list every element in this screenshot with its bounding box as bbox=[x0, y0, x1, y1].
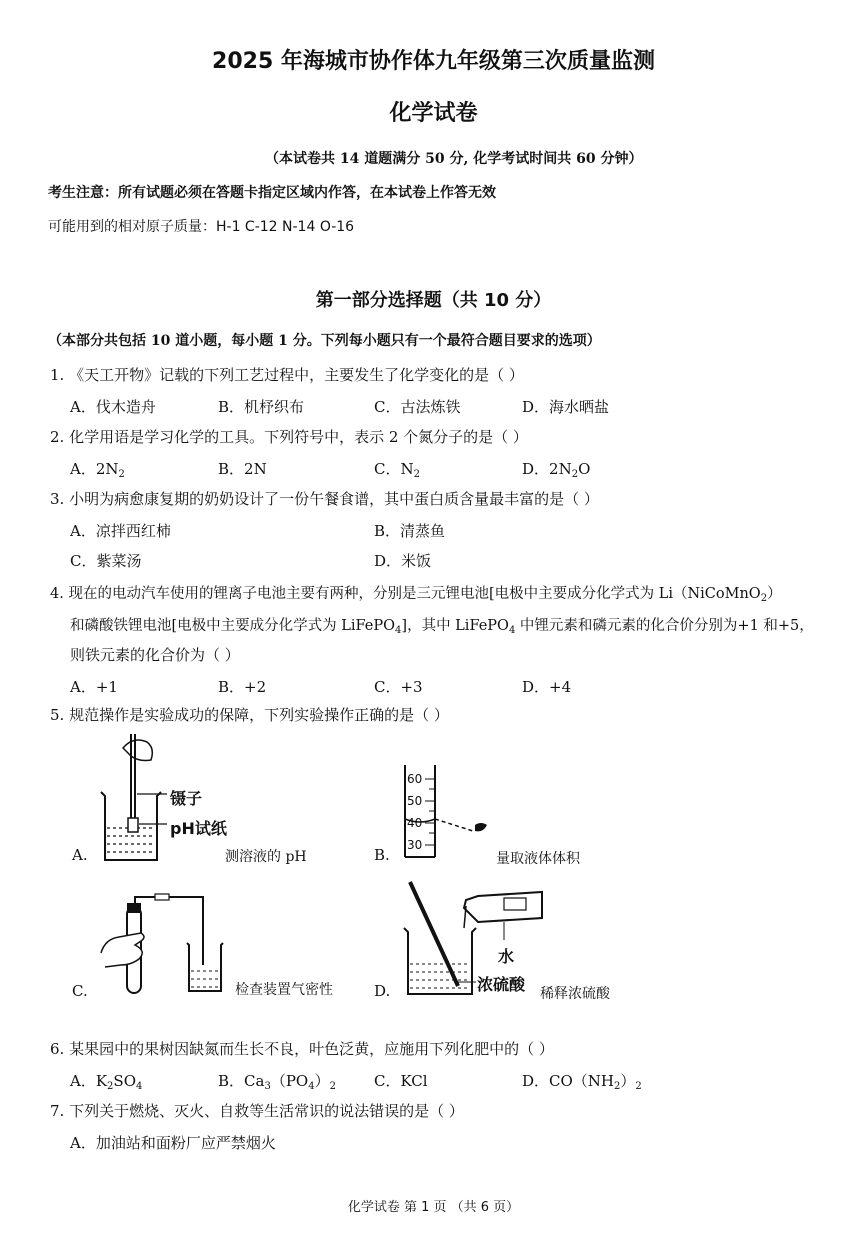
question-3-stem: 3. 小明为病愈康复期的奶奶设计了一份午餐食谱，其中蛋白质含量最丰富的是（ ） bbox=[50, 490, 599, 508]
question-4-stem-line2: 和磷酸铁锂电池[电极中主要成分化学式为 LiFePO$_4$]，其中 LiFePO$_4$ 中锂元素和磷元素的化合价分别为+1 和+5， bbox=[70, 618, 814, 636]
question-7-stem: 7. 下列关于燃烧、灭火、自救等生活常识的说法错误的是（ ） bbox=[50, 1102, 464, 1120]
section-instruction: （本部分共包括 10 道小题，每小题 1 分。下列每小题只有一个最符合题目要求的选项） bbox=[48, 333, 601, 349]
subscript: 2 bbox=[614, 1081, 621, 1092]
q6-option-b: B．$Ca_3(PO_4)_2$ bbox=[218, 1072, 336, 1092]
question-4-stem-line3: 则铁元素的化合价为（ ） bbox=[70, 646, 240, 664]
q1-option-c: C．古法炼铁 bbox=[374, 398, 461, 416]
q2-option-a: A．$2N_2$ bbox=[70, 460, 125, 480]
q4-option-a: A．+1 bbox=[70, 678, 118, 696]
figure-a-letter: A. bbox=[72, 846, 88, 864]
figure-b-tick-60: 60 bbox=[407, 772, 423, 786]
q6-option-a: A．$K_2SO_4$ bbox=[70, 1072, 143, 1092]
q2-option-c: C．$N_2$ bbox=[374, 460, 420, 480]
figure-b-caption: 量取液体体积 bbox=[496, 851, 580, 867]
subscript: 4 bbox=[395, 625, 402, 636]
figure-d-water-label: 水 bbox=[498, 947, 515, 966]
atomic-masses: 可能用到的相对原子质量：H-1 C-12 N-14 O-16 bbox=[48, 219, 355, 235]
figure-a-caption: 测溶液的 pH bbox=[225, 849, 307, 865]
q2-option-d: D．$2N_2O$ bbox=[522, 460, 591, 480]
exam-notice: 考生注意：所有试题必须在答题卡指定区域内作答，在本试卷上作答无效 bbox=[48, 185, 496, 201]
q1-option-b: B．机杼织布 bbox=[218, 398, 305, 416]
figure-b-tick-30: 30 bbox=[407, 838, 423, 852]
figure-d-acid-label: 浓硫酸 bbox=[477, 975, 526, 994]
q6-option-c: C．KCl bbox=[374, 1072, 428, 1090]
q7-option-a: A．加油站和面粉厂应严禁烟火 bbox=[70, 1134, 276, 1152]
q1-option-a: A．伐木造舟 bbox=[70, 398, 156, 416]
q3-option-a: A．凉拌西红柿 bbox=[70, 522, 171, 540]
figure-b-tick-50: 50 bbox=[407, 794, 423, 808]
figure-b-letter: B. bbox=[374, 846, 390, 864]
question-5-stem: 5. 规范操作是实验成功的保障，下列实验操作正确的是（ ） bbox=[50, 706, 449, 724]
subscript: 2 bbox=[571, 469, 579, 480]
subscript: 2 bbox=[413, 469, 420, 480]
figure-d-letter: D. bbox=[374, 982, 391, 1000]
subscript: 4 bbox=[508, 625, 516, 636]
q3-option-c: C．紫菜汤 bbox=[70, 552, 142, 570]
subscript: 2 bbox=[329, 1081, 336, 1092]
q4-option-c: C．+3 bbox=[374, 678, 423, 696]
subscript: 2 bbox=[635, 1081, 642, 1092]
question-1-stem: 1. 《天工开物》记载的下列工艺过程中，主要发生了化学变化的是（ ） bbox=[50, 366, 524, 384]
subscript: 4 bbox=[308, 1081, 315, 1092]
page-footer: 化学试卷 第 1 页 （共 6 页） bbox=[347, 1200, 520, 1215]
subscript: 2 bbox=[118, 469, 125, 480]
question-6-stem: 6. 某果园中的果树因缺氮而生长不良，叶色泛黄，应施用下列化肥中的（ ） bbox=[50, 1040, 554, 1058]
figure-c-airtightness bbox=[95, 893, 245, 998]
figure-c-letter: C. bbox=[72, 982, 88, 1000]
q1-option-d: D．海水晒盐 bbox=[522, 398, 610, 416]
exam-subtitle: 化学试卷 bbox=[389, 101, 478, 126]
section-title: 第一部分选择题（共 10 分） bbox=[315, 290, 552, 311]
question-2-stem: 2. 化学用语是学习化学的工具。下列符号中，表示 2 个氮分子的是（ ） bbox=[50, 428, 528, 446]
q4-option-b: B．+2 bbox=[218, 678, 267, 696]
subscript: 2 bbox=[107, 1081, 114, 1092]
figure-c-caption: 检查装置气密性 bbox=[235, 982, 333, 998]
q4-option-d: D．+4 bbox=[522, 678, 572, 696]
figure-a-tweezers-label: 镊子 bbox=[170, 789, 203, 808]
subscript: 3 bbox=[264, 1081, 271, 1092]
exam-title: 2025 年海城市协作体九年级第三次质量监测 bbox=[212, 49, 655, 74]
question-4-stem-line1: 4. 现在的电动汽车使用的锂离子电池主要有两种，分别是三元锂电池[电极中主要成分化学式为 Li（NiCoMnO$_2$） bbox=[50, 586, 782, 604]
q2-option-b: B．2N bbox=[218, 460, 267, 478]
q6-option-d: D．$CO(NH_2)_2$ bbox=[522, 1072, 642, 1092]
q3-option-d: D．米饭 bbox=[374, 552, 432, 570]
subscript: 4 bbox=[136, 1081, 143, 1092]
q3-option-b: B．清蒸鱼 bbox=[374, 522, 446, 540]
subscript: 2 bbox=[760, 593, 768, 604]
figure-d-caption: 稀释浓硫酸 bbox=[540, 986, 610, 1002]
exam-note: （本试卷共 14 道题满分 50 分, 化学考试时间共 60 分钟） bbox=[265, 151, 643, 167]
figure-a-paper-label: pH试纸 bbox=[170, 819, 227, 838]
figure-b-tick-40: 40 bbox=[407, 816, 423, 830]
figure-d-dilution bbox=[400, 878, 550, 998]
